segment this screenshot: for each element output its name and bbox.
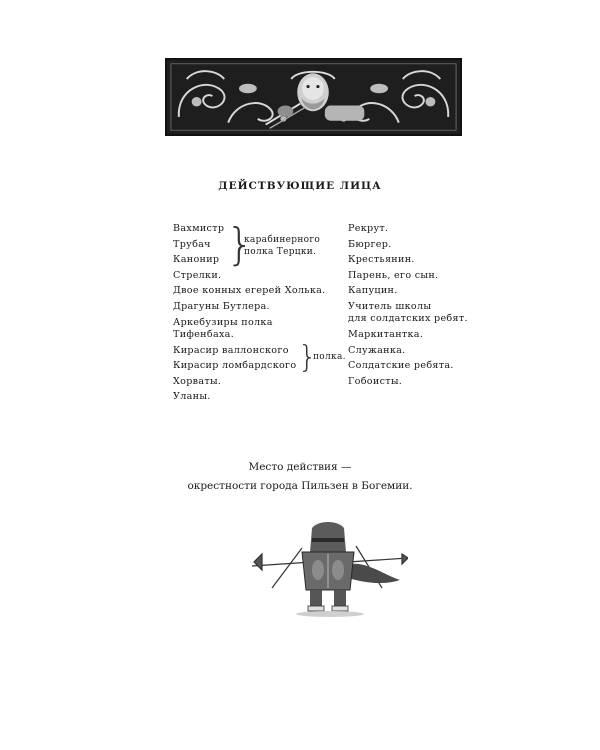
left-character-list (173, 219, 346, 405)
ornamental-headpiece (165, 58, 462, 136)
group-note: полка. (313, 351, 346, 362)
place-line: Место действия — (248, 461, 352, 473)
character-item: Вахмистр (173, 223, 225, 234)
character-item: Уланы. (173, 391, 211, 403)
cuirassier-group (173, 339, 346, 375)
character-item: Гобоисты. (348, 375, 403, 387)
character-item: Стрелки. (173, 269, 222, 281)
character-item: Маркитантка. (348, 328, 424, 340)
character-item: Бюргер. (348, 238, 392, 250)
character-item: Рекрут. (348, 223, 389, 234)
character-item: Учитель школы (348, 300, 432, 312)
character-item: Аркебузиры полка (173, 316, 273, 328)
right-character-list (348, 221, 518, 389)
character-item: Крестьянин. (348, 254, 415, 266)
place-line: окрестности города Пильзен в Богемии. (187, 480, 413, 492)
character-item: Кирасир валлонского (173, 344, 289, 356)
group-brace: } (298, 339, 318, 375)
character-item: Солдатские ребята. (348, 360, 454, 372)
character-item: Канонир (173, 254, 220, 266)
place-of-action (0, 458, 600, 496)
character-item: Капуцин. (348, 285, 398, 297)
character-item: Парень, его сын. (348, 269, 439, 281)
character-item: Служанка. (348, 344, 406, 356)
character-item: Драгуны Бутлера. (173, 300, 270, 312)
character-item: Хорваты. (173, 375, 222, 387)
group-note: карабинерного полка Терцки. (244, 235, 321, 257)
group-brace: } (226, 219, 255, 270)
character-item: Тифенбаха. (173, 328, 235, 340)
character-item: Трубач (173, 238, 211, 250)
character-item: Кирасир ломбардского (173, 360, 297, 372)
armor-trophy-vignette (252, 518, 408, 618)
dramatis-personae-title: ДЕЙСТВУЮЩИЕ ЛИЦА (218, 180, 382, 192)
character-item: Двое конных егерей Холька. (173, 285, 326, 297)
character-item: для солдатских ребят. (348, 312, 468, 324)
carabinier-group (173, 221, 343, 268)
